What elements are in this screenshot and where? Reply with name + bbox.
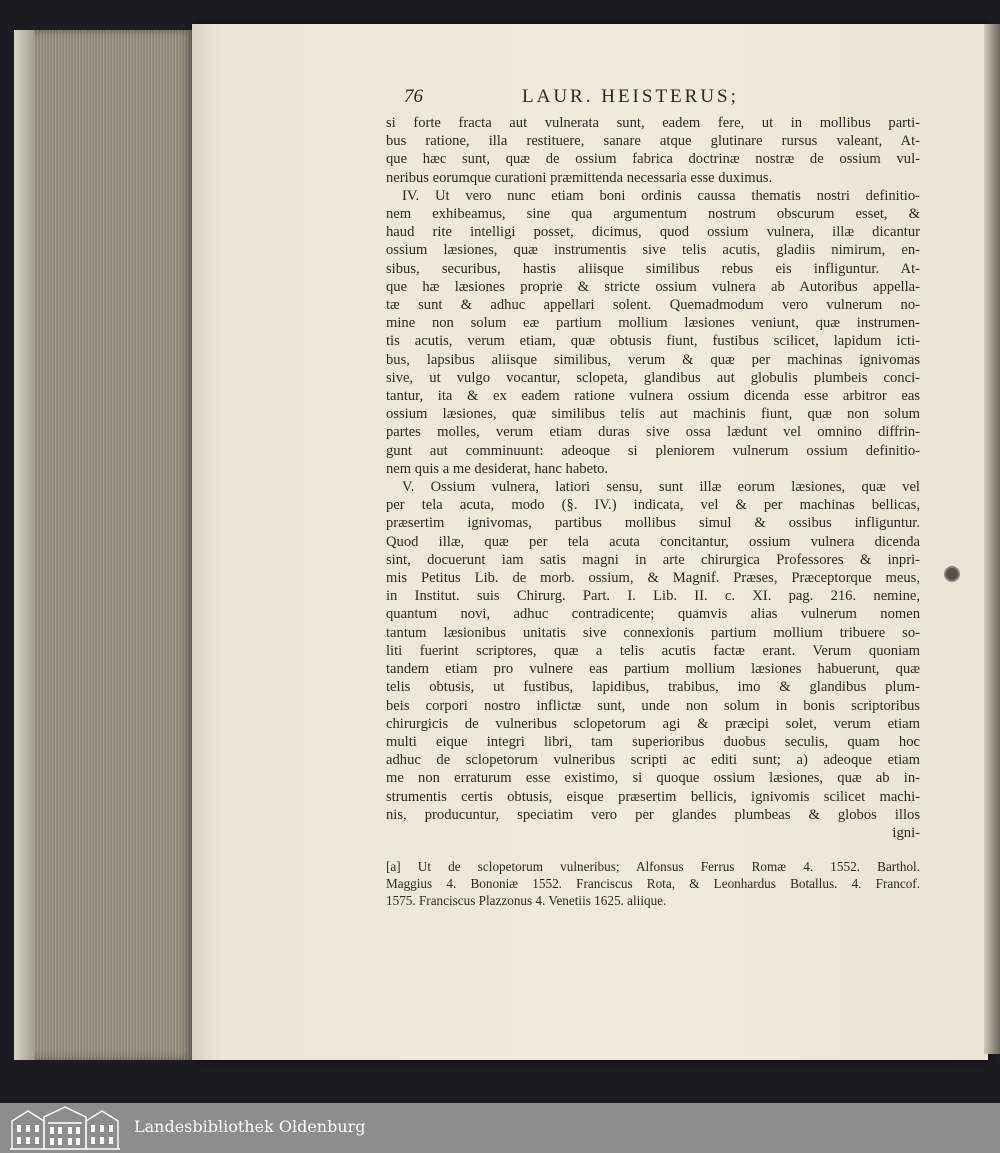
text-line: Quod illæ, quæ per tela acuta concitantur, ossium vulnera dicenda — [386, 533, 920, 550]
body-text — [386, 114, 920, 842]
page-edges — [22, 30, 194, 1060]
text-line: tantum læsionibus unitatis sive connexionis partium mollium tribuere so- — [386, 624, 920, 641]
text-line: partes molles, verum etiam duras sive ossa lædunt vel omnino diffrin- — [386, 424, 920, 441]
footer-bar — [0, 1103, 1000, 1153]
text-line: que hæc sunt, quæ de ossium fabrica doctrinæ nostræ de ossium vul- — [386, 151, 920, 168]
text-line: nis, producuntur, speciatim vero per glandes plumbeas & globos illos — [386, 806, 920, 823]
text-line: sive, ut vulgo vocantur, sclopeta, glandibus aut globulis plumbeis conci- — [386, 369, 920, 386]
text-line: ossium læsiones, quæ instrumentis sive telis acutis, gladiis nimirum, en- — [386, 242, 920, 259]
text-line: tantur, ita & ex eadem ratione vulnera ossium dicenda esse arbitror eas — [386, 388, 920, 405]
footnote-line: 1575. Franciscus Plazzonus 4. Venetiis 1625. aliique. — [386, 893, 667, 908]
text-line: V. Ossium vulnera, latiori sensu, sunt illæ eorum læsiones, quæ vel — [402, 479, 920, 496]
text-line: quantum novi, adhuc contradicente; quamvis alias vulnerum nomen — [386, 606, 920, 623]
text-line: gunt aut comminuunt: adeoque si pleniorem vulnerum ossium definitio- — [386, 442, 920, 459]
library-building-icon — [8, 1105, 123, 1151]
page-number: 76 — [404, 86, 423, 107]
text-line: nem exhibeamus, sine qua argumentum nostrum obscurum esset, & — [386, 206, 920, 223]
text-line: liti fuerint scriptores, quæ a telis acutis factæ erant. Verum quoniam — [386, 642, 920, 659]
text-line: mine non solum eæ partium mollium læsiones veniunt, quæ instrumen- — [386, 315, 920, 332]
text-line: tæ sunt & adhuc appellari solent. Quemadmodum vero vulnerum no- — [386, 297, 920, 314]
text-line: chirurgicis de vulneribus sclopetorum agi & præcipi solet, verum etiam — [386, 715, 920, 732]
text-line: igni- — [892, 824, 920, 841]
library-name: Landesbibliothek Oldenburg — [134, 1117, 366, 1136]
text-line: me non erraturum esse existimo, si quoque ossium læsiones, quæ ab in- — [386, 770, 920, 787]
text-line: ossium læsiones, quæ similibus telis aut machinis fiunt, quæ non solum — [386, 406, 920, 423]
text-line: nem quis a me desiderat, hanc habeto. — [386, 460, 609, 477]
text-line: bus ratione, illa restituere, sanare atque glutinare rursus valeant, At- — [386, 133, 920, 150]
text-line: multi eique integri libri, tam superioribus duobus seculis, quam hoc — [386, 733, 920, 750]
text-line: beis corpori nostro inflictæ sunt, unde non solum in bonis scriptoribus — [386, 697, 920, 714]
running-head — [400, 86, 830, 112]
text-line: telis obtusis, ut fustibus, lapidibus, trabibus, imo & glandibus plum- — [386, 679, 920, 696]
text-line: tandem etiam pro vulnere eas partium mollium læsiones habuerunt, quæ — [386, 661, 920, 678]
footnote-line: Maggius 4. Bononiæ 1552. Franciscus Rota, & Leonhardus Botallus. 4. Francof. — [386, 876, 920, 891]
text-line: tis acutis, verum etiam, quæ obtusis fiunt, fustibus scilicet, lapidum icti- — [386, 333, 920, 350]
text-line: per tela acuta, modo (§. IV.) indicata, vel & per machinas bellicas, — [386, 497, 920, 514]
text-line: mis Petitus Lib. de morb. ossium, & Magnif. Præses, Præceptorque meus, — [386, 570, 920, 587]
text-line: strumentis certis obtusis, eisque præsertim bellicis, ignivomis scilicet machi- — [386, 788, 920, 805]
text-line: in Institut. suis Chirurg. Part. I. Lib. II. c. XI. pag. 216. nemine, — [386, 588, 920, 605]
text-line: si forte fracta aut vulnerata sunt, eadem fere, ut in mollibus parti- — [386, 115, 920, 131]
text-line: bus, lapsibus aliisque similibus, verum & quæ per machinas ignivomas — [386, 351, 920, 368]
text-line: IV. Ut vero nunc etiam boni ordinis caussa thematis nostri definitio- — [402, 187, 920, 204]
text-line: que hæ læsiones proprie & stricte ossium vulnera ab Autoribus appella- — [386, 278, 920, 295]
text-line: haud rite intelligi posset, dicimus, quod ossium vulnera, illæ dicantur — [386, 224, 920, 241]
page-right-edge — [984, 24, 1000, 1054]
footnote — [386, 858, 920, 909]
running-head-title: LAUR. HEISTERUS; — [522, 86, 739, 107]
text-line: sint, docuerunt iam satis magni in arte chirurgica Professores & inpri- — [386, 551, 920, 568]
text-line: præsertim ignivomas, partibus mollibus simul & ossibus infliguntur. — [386, 515, 920, 532]
scan-marker-dot — [944, 566, 960, 582]
text-line: sibus, securibus, hastis aliisque similibus rebus eis infliguntur. At- — [386, 260, 920, 277]
text-line: neribus eorumque curationi præmittenda necessaria esse duximus. — [386, 169, 773, 186]
text-line: adhuc de sclopetorum vulneribus scripti ac editi sunt; a) adeoque etiam — [386, 752, 920, 769]
footnote-line: [a] Ut de sclopetorum vulneribus; Alfonsus Ferrus Romæ 4. 1552. Barthol. — [386, 859, 920, 874]
